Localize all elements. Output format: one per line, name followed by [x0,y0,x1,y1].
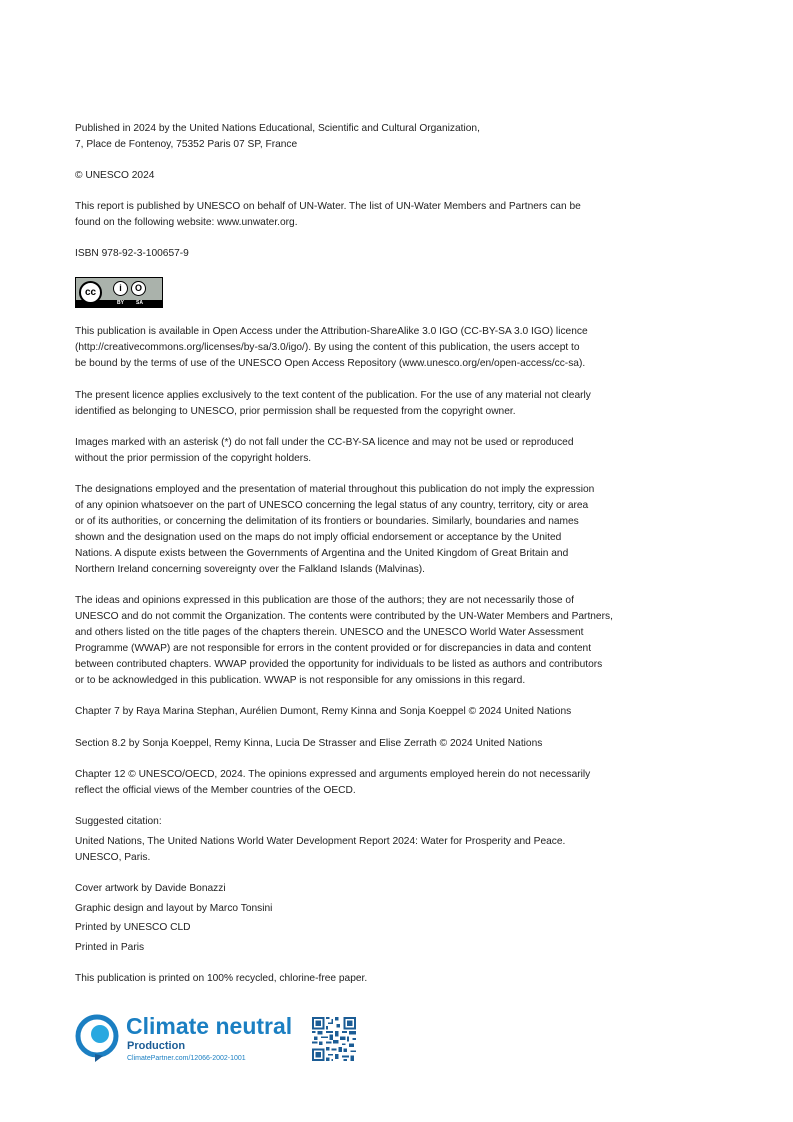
design-credit: Graphic design and layout by Marco Tonsini [75,903,273,914]
published-line-1: Published in 2024 by the United Nations Educational, Scientific and Cultural Organization, [75,123,480,134]
attribution-icon: i [113,281,128,296]
share-alike-icon: O [131,281,146,296]
paper-note: This publication is printed on 100% recycled, chlorine-free paper. [75,973,368,984]
climate-neutral-title: Climate neutral [126,1013,293,1039]
cc-by-sa-badge [75,277,163,308]
climate-partner-url: ClimatePartner.com/12066-2002-1001 [127,1055,246,1062]
climate-partner-logo-icon [75,1012,127,1064]
copyright-notice: © UNESCO 2024 [75,170,155,181]
unwater-note: This report is published by UNESCO on behalf of UN-Water. The list of UN-Water Members and Partners can be found on the following website: www.unwater.org. [75,201,581,228]
cover-credit: Cover artwork by Davide Bonazzi [75,883,226,894]
citation-text: United Nations, The United Nations World Water Development Report 2024: Water for Prosperity and Peace. UNESCO, Paris. [75,836,566,863]
isbn: ISBN 978-92-3-100657-9 [75,248,189,259]
designations-paragraph: The designations employed and the presentation of material throughout this publication do not imply the expression of any opinion whatsoever on the part of UNESCO concerning the legal status of any country, territory, city or area or of its authorities, or concerning the delimitation of its frontiers or boundaries. Similarly, boundaries and names shown and the designation used on the maps do not imply official endorsement or acceptance by the United Nations. A dispute exists between the Governments of Argentina and the United Kingdom of Great Britain and Northern Ireland concerning sovereignty over the Falkland Islands (Malvinas). [75,484,595,575]
by-label: BY [117,300,124,306]
cc-icon: cc [79,281,102,304]
chapter7-credit: Chapter 7 by Raya Marina Stephan, Aurélien Dumont, Remy Kinna and Sonja Koeppel © 2024 United Nations [75,706,572,717]
printed-in: Printed in Paris [75,942,145,953]
citation-label: Suggested citation: [75,816,162,827]
section82-credit: Section 8.2 by Sonja Koeppel, Remy Kinna, Lucia De Strasser and Elise Zerrath © 2024 United Nations [75,738,543,749]
climate-neutral-subtitle: Production [127,1040,186,1052]
licence-scope-paragraph: The present licence applies exclusively to the text content of the publication. For the use of any material not clearly identified as belonging to UNESCO, prior permission shall be requested from the copyright owner. [75,390,591,417]
published-line-2: 7, Place de Fontenoy, 75352 Paris 07 SP, France [75,139,298,150]
chapter12-credit: Chapter 12 © UNESCO/OECD, 2024. The opinions expressed and arguments employed herein do not necessarily reflect the official views of the Member countries of the OECD. [75,769,591,796]
qr-code-icon [312,1017,356,1061]
ideas-opinions-paragraph: The ideas and opinions expressed in this publication are those of the authors; they are not necessarily those of UNESCO and do not commit the Organization. The contents were contributed by the UN-Water Members and Partners, and others listed on the title pages of the chapters therein. UNESCO and the UNESCO World Water Assessment Programme (WWAP) are not responsible for errors in the content provided or for discrepancies in data and content between contributed chapters. WWAP provided the opportunity for individuals to be listed as authors and contributors or to be acknowledged in this publication. WWAP is not responsible for any omissions in this regard. [75,595,613,686]
images-asterisk-paragraph: Images marked with an asterisk (*) do not fall under the CC-BY-SA licence and may not be used or reproduced without the prior permission of the copyright holders. [75,437,574,464]
printed-by: Printed by UNESCO CLD [75,922,191,933]
open-access-paragraph: This publication is available in Open Access under the Attribution-ShareAlike 3.0 IGO (CC-BY-SA 3.0 IGO) licence (http://creativecommons.org/licenses/by-sa/3.0/igo/). By using the content of this publication, the users accept to be bound by the terms of use of the UNESCO Open Access Repository (www.unesco.org/en/open-access/cc-sa). [75,326,588,369]
sa-label: SA [136,300,143,306]
